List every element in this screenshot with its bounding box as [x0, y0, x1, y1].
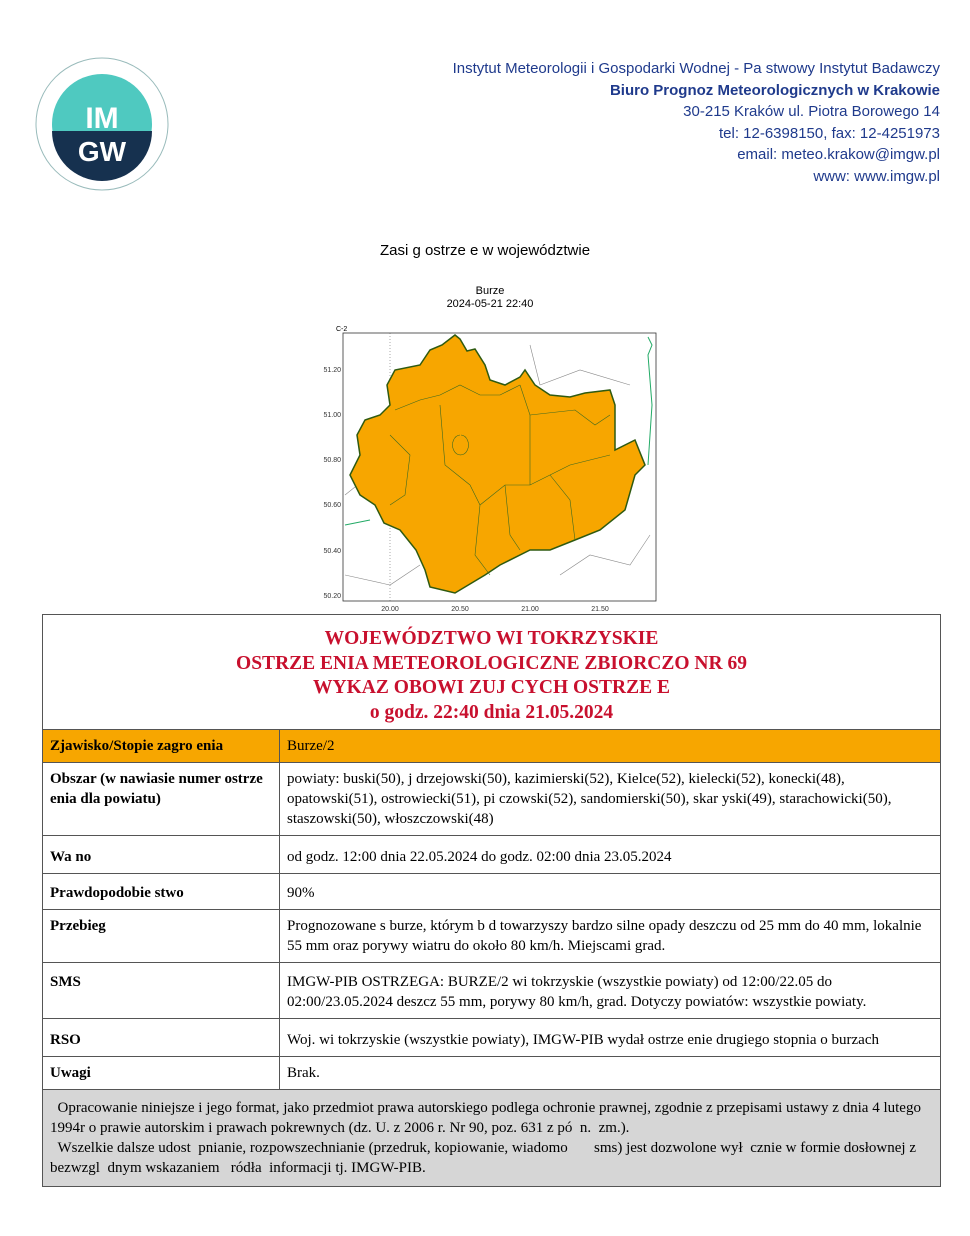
table-row [43, 1019, 941, 1057]
map-phenomenon: Burze [475, 285, 505, 297]
title-voivodeship: WOJEWÓDZTWO WI TOKRZYSKIE [324, 628, 659, 649]
email[interactable]: email: meteo.krakow@imgw.pl [737, 146, 940, 163]
table-row [43, 763, 941, 836]
title-warning-number: OSTRZE ENIA METEOROLOGICZNE ZBIORCZO NR 69 [236, 652, 747, 674]
row-label: RSO [43, 1019, 280, 1057]
warning-title [43, 615, 941, 730]
office-name: Biuro Prognoz Meteorologicznych w Krakowie [609, 81, 940, 99]
svg-text:IM: IM [85, 102, 119, 135]
row-value: od godz. 12:00 dnia 22.05.2024 do godz. 02:00 dnia 23.05.2024 [280, 836, 941, 874]
table-row [43, 730, 941, 763]
y-tick: 51.00 [323, 412, 341, 419]
x-tick: 21.50 [591, 606, 609, 613]
table-row [43, 836, 941, 874]
y-tick: 50.80 [323, 457, 341, 464]
row-label: Prawdopodobie stwo [43, 874, 280, 910]
row-value: IMGW-PIB OSTRZEGA: BURZE/2 wi tokrzyskie (wszystkie powiaty) od 12:00/22.05 do 02:00/23.05.2024 deszcz 55 mm, porywy 80 km/h, grad. Dotyczy powiatów: wszystkie powiaty. [280, 963, 941, 1019]
row-value: Brak. [280, 1057, 941, 1090]
imgw-logo [34, 56, 170, 192]
y-tick: 50.60 [323, 502, 341, 509]
warning-table [42, 614, 941, 1187]
row-label: Zjawisko/Stopie zagro enia [43, 730, 280, 763]
title-list: WYKAZ OBOWI ZUJ CYCH OSTRZE E [312, 677, 671, 698]
row-value: 90% [280, 874, 941, 910]
table-row [43, 874, 941, 910]
row-label: SMS [43, 963, 280, 1019]
map-title [390, 285, 590, 311]
table-row [43, 963, 941, 1019]
row-label: Przebieg [43, 910, 280, 963]
x-tick: 21.00 [521, 606, 539, 613]
subtitle: Zasi g ostrze e w województwie [379, 242, 591, 259]
row-label: Obszar (w nawiasie numer ostrze enia dla powiatu) [43, 763, 280, 836]
address: 30-215 Kraków ul. Piotra Borowego 14 [683, 103, 940, 120]
institute-name: Instytut Meteorologii i Gospodarki Wodnej - Pa stwowy Instytut Badawczy [452, 60, 940, 77]
map-datetime: 2024-05-21 22:40 [446, 298, 534, 310]
warning-map [308, 325, 670, 615]
y-tick: 50.20 [323, 593, 341, 600]
x-tick: 20.00 [381, 606, 399, 613]
redistribution-paragraph: Wszelkie dalsze udost pnianie, rozpowszechnianie (przedruk, kopiowanie, wiadomo sms) jest dozwolone wył cznie w formie dosłownej z bezwzgl dnym wskazaniem ródła informacji tj. IMGW-PIB. [50, 1140, 920, 1176]
y-tick: 50.40 [323, 548, 341, 555]
row-value: Prognozowane s burze, którym b d towarzyszy bardzo silne opady deszczu od 25 mm do 40 mm, lokalnie 55 mm oraz porywy wiatru do około 80 km/h. Miejscami grad. [280, 910, 941, 963]
row-value: Woj. wi tokrzyskie (wszystkie powiaty), IMGW-PIB wydał ostrze enie drugiego stopnia o burzach [280, 1019, 941, 1057]
table-row [43, 1057, 941, 1090]
phone: tel: 12-6398150, fax: 12-4251973 [718, 124, 940, 142]
institute-header [453, 58, 940, 187]
website[interactable]: www: www.imgw.pl [813, 167, 940, 185]
row-label: Wa no [43, 836, 280, 874]
row-value: powiaty: buski(50), j drzejowski(50), kazimierski(52), Kielce(52), kielecki(52), konecki(48), opatowski(51), ostrowiecki(51), pi czowski(52), sandomierski(50), skar yski(49), starachowicki(50), staszowski(50), włoszczowski(48) [280, 763, 941, 836]
row-label: Uwagi [43, 1057, 280, 1090]
copyright-paragraph: Opracowanie niniejsze i jego format, jako przedmiot prawa autorskiego podlega ochronie prawnej, zgodnie z przepisami ustawy z dnia 4 lutego 1994r o prawie autorskim i prawach pokrewnych (dz. U. z 2006 r. Nr 90, poz. 631 z pó n. zm.). [50, 1100, 925, 1136]
map-corner-label: C-2 [336, 326, 348, 333]
table-row [43, 910, 941, 963]
copyright-notice [43, 1090, 941, 1187]
svg-text:GW: GW [77, 136, 127, 167]
x-tick: 20.50 [451, 606, 469, 613]
title-issue-time: o godz. 22:40 dnia 21.05.2024 [369, 701, 614, 723]
row-value: Burze/2 [280, 730, 941, 763]
y-tick: 51.20 [323, 367, 341, 374]
